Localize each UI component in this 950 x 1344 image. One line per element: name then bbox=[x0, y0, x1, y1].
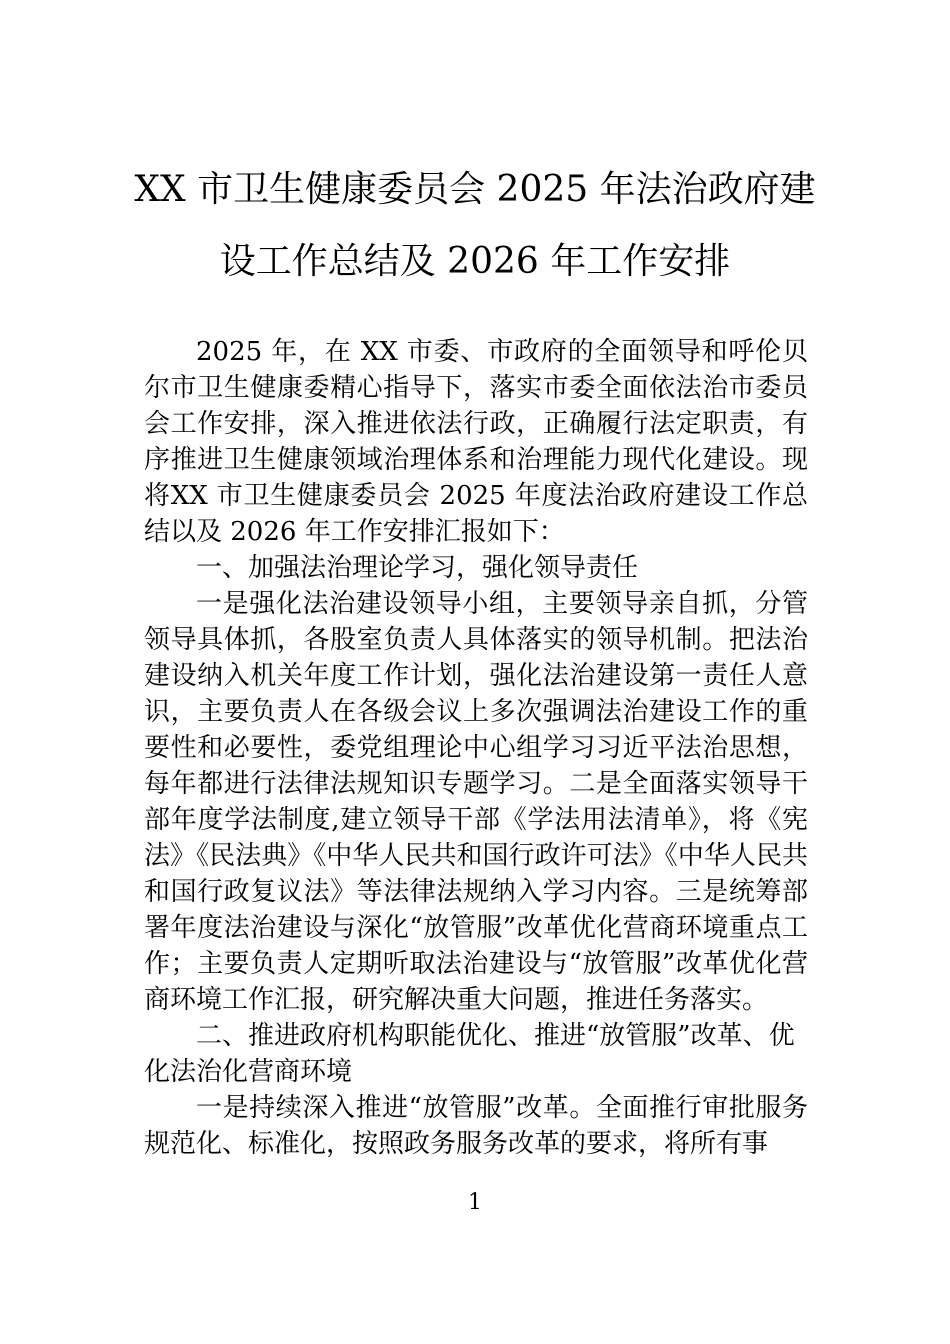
section-2-paragraph: 一是持续深入推进“放管服”改革。全面推行审批服务规范化、标准化，按照政务服务改革的要求，将所有事 bbox=[144, 1093, 808, 1159]
section-1-paragraph: 一是强化法治建设领导小组，主要领导亲自抓，分管领导具体抓，各股室负责人具体落实的领导机制。把法治建设纳入机关年度工作计划，强化法治建设第一责任人意识，主要负责人在各级会议上多次强调法治建设工作的重要性和必要性，委党组理论中心组学习习近平法治思想，每年都进行法律法规知识专题学习。二是全面落实领导干部年度学法制度,建立领导干部《学法用法清单》，将《宪法》《民法典》《中华人民共和国行政许可法》《中华人民共和国行政复议法》等法律法规纳入学习内容。三是统筹部署年度法治建设与深化“放管服”改革优化营商环境重点工作；主要负责人定期听取法治建设与“放管服”改革优化营商环境工作汇报，研究解决重大问题，推进任务落实。 bbox=[144, 589, 808, 1015]
document-title bbox=[100, 168, 850, 284]
intro-paragraph: 2025 年，在 XX 市委、市政府的全面领导和呼伦贝尔市卫生健康委精心指导下，落实市委全面依法治市委员会工作安排，深入推进依法行政，正确履行法定职责，有序推进卫生健康领域治理体系和治理能力现代化建设。现将XX 市卫生健康委员会 2025 年度法治政府建设工作总结以及 2026 年工作安排汇报如下： bbox=[144, 337, 808, 547]
title-line-1: XX 市卫生健康委员会 2025 年法治政府建 bbox=[134, 169, 816, 210]
document-body bbox=[144, 334, 808, 1162]
title-line-2: 设工作总结及 2026 年工作安排 bbox=[219, 241, 731, 282]
section-2-heading: 二、推进政府机构职能优化、推进“放管服”改革、优化法治化营商环境 bbox=[144, 1021, 795, 1087]
page-number: 1 bbox=[468, 1190, 482, 1215]
section-1-heading: 一、加强法治理论学习，强化领导责任 bbox=[196, 553, 639, 583]
